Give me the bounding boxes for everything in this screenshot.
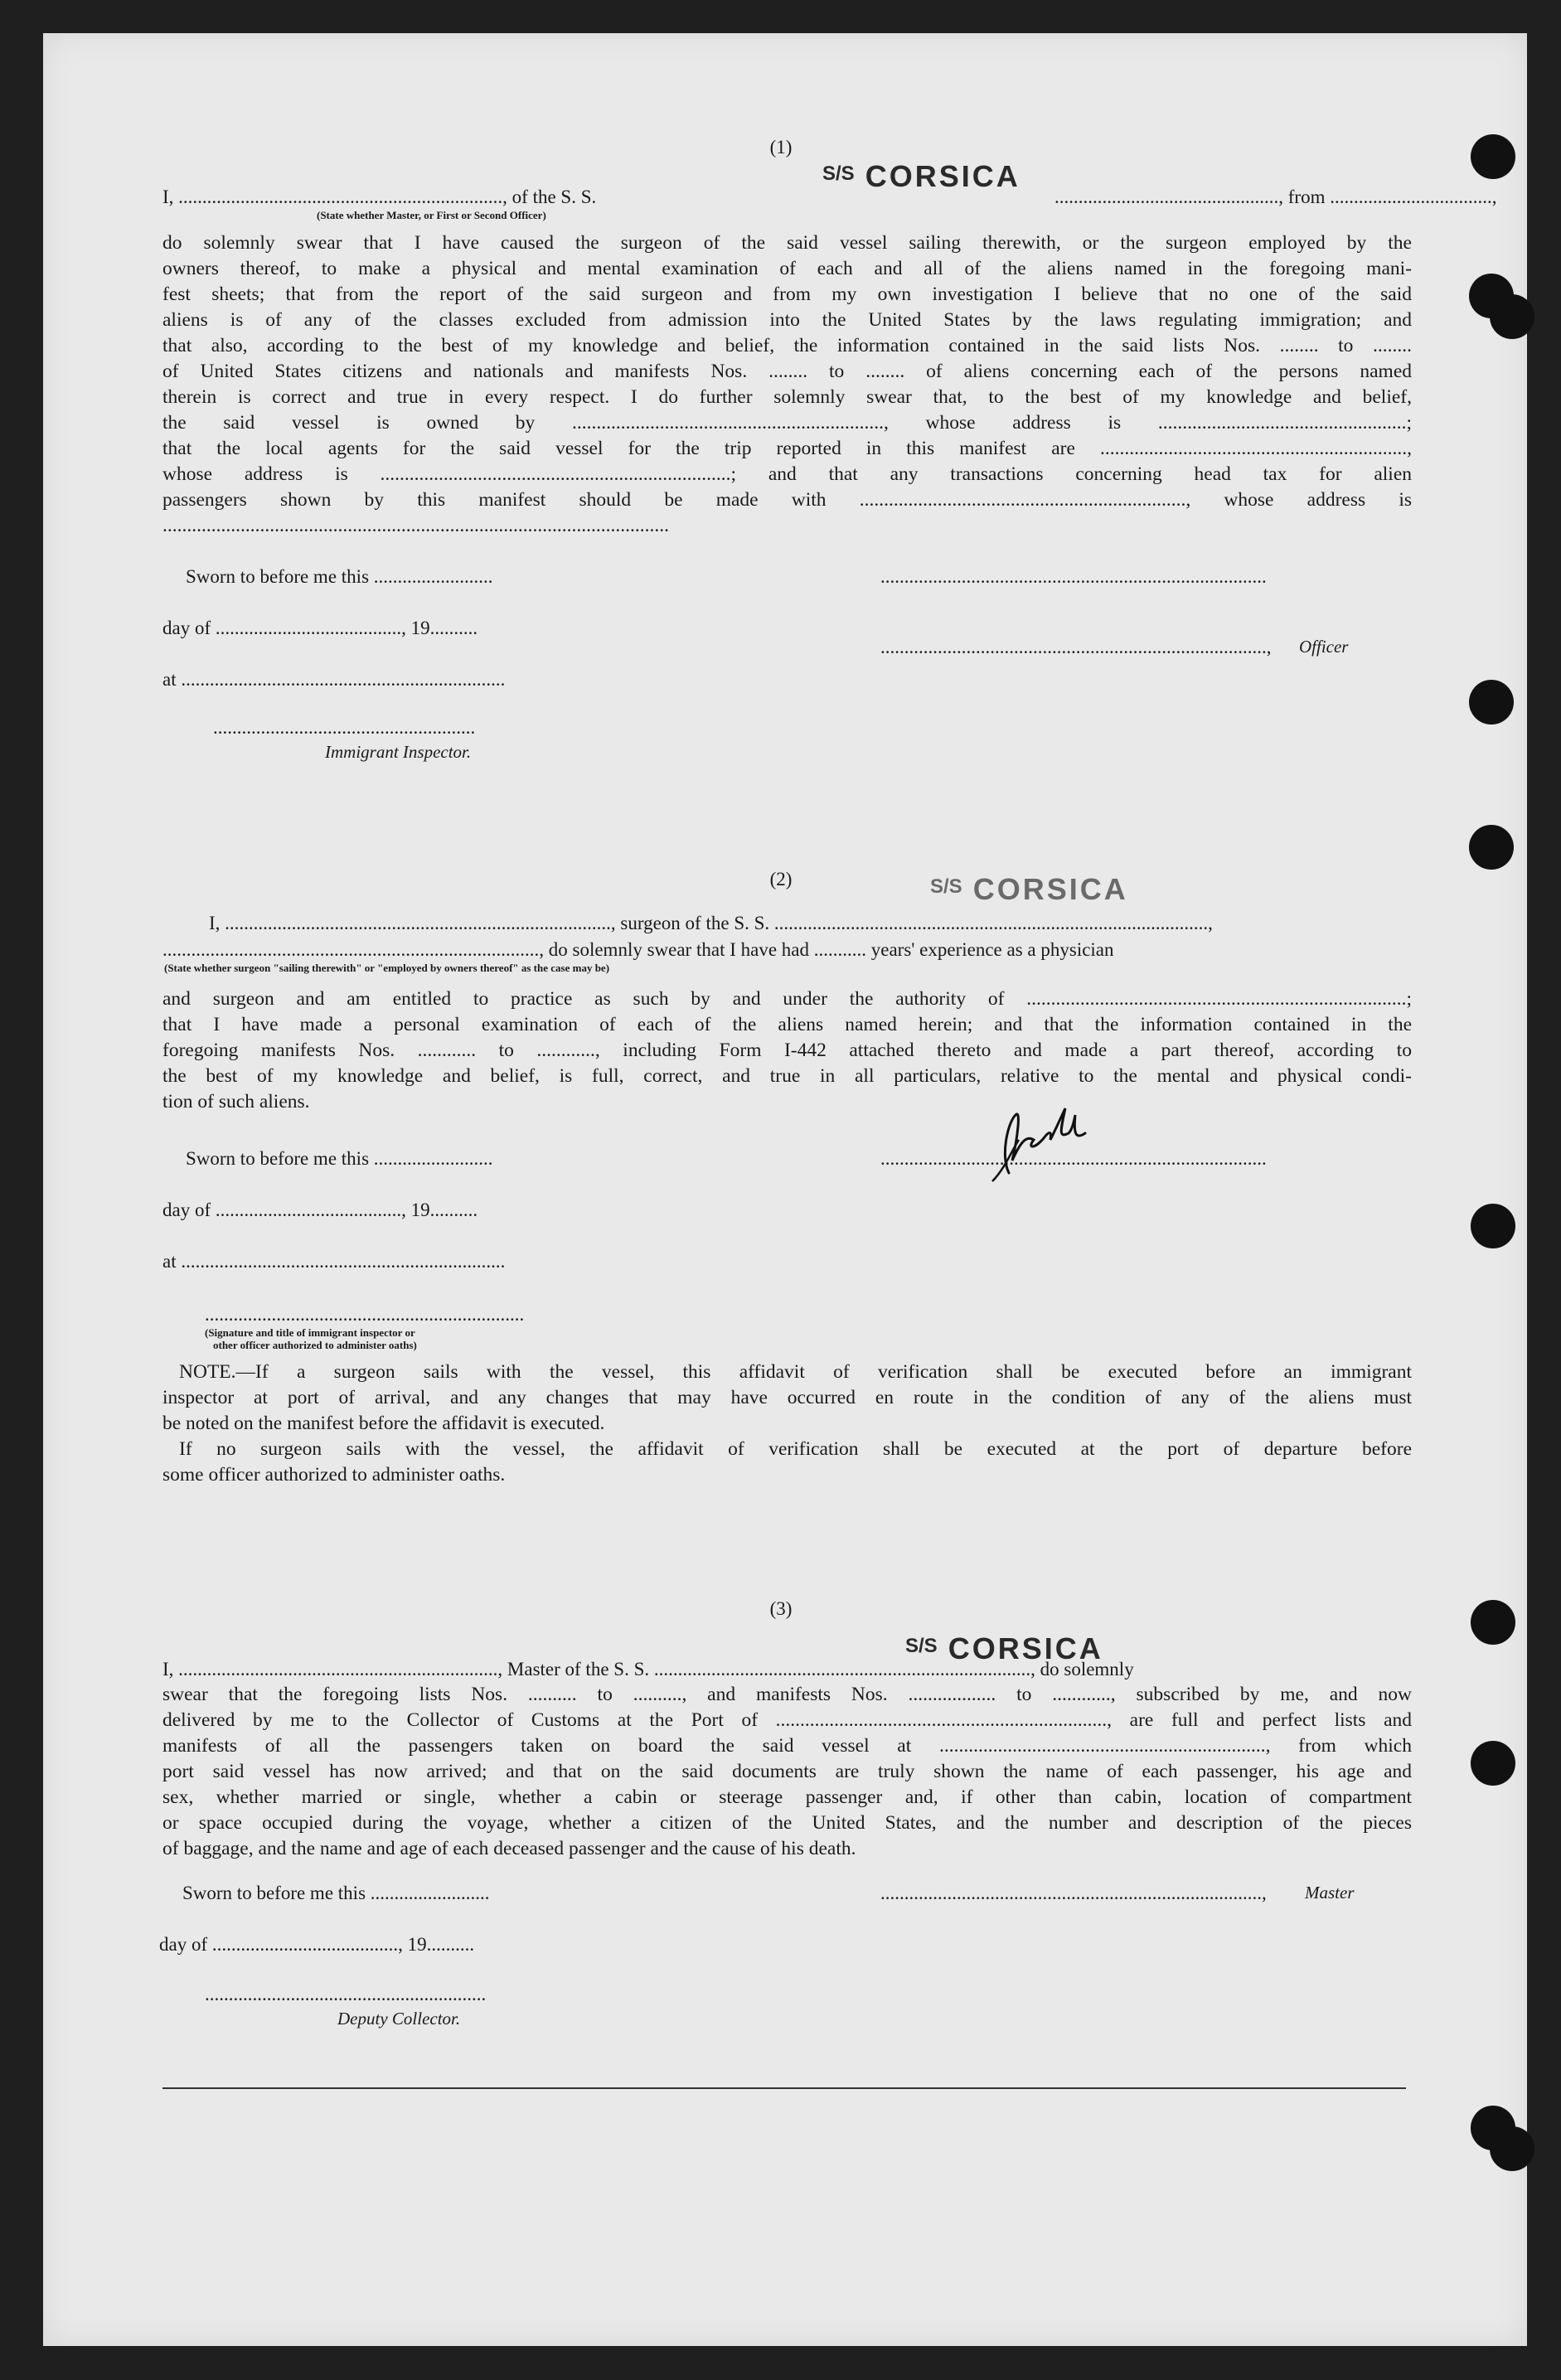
section-2-at: at .................................................................... <box>162 1251 506 1272</box>
section-1-inspector-label: Immigrant Inspector. <box>325 742 472 762</box>
section-2-sig-label-1: (Signature and title of immigrant inspector or <box>205 1326 415 1339</box>
section-1-line-i: I, ...................................................................., of the S. S. <box>162 187 597 207</box>
section-2-line-i: I, ................................................................................., surgeon of the S. S. ..........................................................................................., <box>209 913 1213 933</box>
section-2-sworn: Sworn to before me this ......................... <box>186 1148 493 1169</box>
section-1-officer-label: Officer <box>1299 637 1349 657</box>
section-1-officer-line: ................................................................................., <box>880 637 1272 657</box>
punch-hole <box>1490 2126 1534 2171</box>
section-1-sworn: Sworn to before me this ......................... <box>186 566 493 587</box>
note-paragraph: NOTE.—If a surgeon sails with the vessel, this affidavit of verification shall be executed before an immigrant inspector at port of arrival, and any changes that may have occurred en route in the condition of any of the aliens must be noted on the manifest before the affidavit is executed. If no surgeon sails with the vessel, the affidavit of verification shall be executed at the port of departure before some officer authorized to administer oaths. <box>162 1361 1412 1486</box>
section-2-sig-label-2: other officer authorized to administer oaths) <box>213 1339 417 1351</box>
section-2-sub-label: (State whether surgeon "sailing therewith" or "employed by owners thereof" as the case may be) <box>164 962 610 974</box>
section-2-officer-line: ................................................................................. <box>880 1148 1267 1169</box>
punch-hole <box>1490 294 1534 339</box>
section-1-sub-label: (State whether Master, or First or Second Officer) <box>317 209 546 221</box>
section-3-signature-line: ........................................................... <box>205 1984 487 2004</box>
punch-hole <box>1469 825 1514 870</box>
vessel-stamp-3: $^{S/S}$ CORSICA <box>905 1631 1103 1665</box>
punch-hole <box>1471 1600 1515 1645</box>
section-2-number: (2) <box>769 869 793 889</box>
section-3-master-label: Master <box>1305 1883 1355 1903</box>
punch-hole <box>1471 1204 1515 1248</box>
section-3-paragraph: swear that the foregoing lists Nos. .......... to .........., and manifests Nos. .................. to ............, subscribed by me, and now delivered by me to the Collector of Customs at the Port of ...................................................................., are full and perfect lists and manifests of all the passengers taken on board the said vessel at ..................................................................., from which port said vessel has now arrived; and that on the said documents are truly shown the name of each passenger, his age and sex, whether married or single, whether a cabin or steerage passenger and, if other than cabin, location of compartment or space occupied during the voyage, whether a citizen of the United States, and the number and description of the pieces of baggage, and the name and age of each deceased passenger and the cause of his death. <box>162 1684 1412 1859</box>
section-1-day: day of ......................................., 19.......... <box>162 618 478 638</box>
section-1-at: at .................................................................... <box>162 669 506 690</box>
document-page <box>43 33 1527 2346</box>
section-2-line-2: ..............................................................................., do solemnly swear that I have had ........... years' experience as a physician <box>162 939 1114 960</box>
punch-hole <box>1469 680 1514 725</box>
section-3-sworn: Sworn to before me this ......................... <box>182 1883 490 1903</box>
section-2-day: day of ......................................., 19.......... <box>162 1200 478 1220</box>
section-3-master-line: ................................................................................, <box>880 1883 1267 1903</box>
section-2-paragraph: and surgeon and am entitled to practice as such by and under the authority of ..............................................................................; that I have made a personal examination of each of the aliens named herein; and that the information contained in the foregoing manifests Nos. ............ to ............, including Form I-442 attached thereto and made a part thereof, according to the best of my knowledge and belief, is full, correct, and true in all particulars, relative to the mental and physical condi- tion of such aliens. <box>162 988 1412 1112</box>
section-3-line-i: I, ..................................................................., Master of the S. S. ..............................................................................., do solemnly <box>162 1659 1134 1680</box>
vessel-stamp-2: $^{S/S}$ CORSICA <box>930 872 1128 906</box>
section-1-paragraph: do solemnly swear that I have caused the surgeon of the said vessel sailing therewith, or the surgeon employed by the owners thereof, to make a physical and mental examination of each and all of the aliens named in the foregoing mani- fest sheets; that from the report of the said surgeon and from my own investigation I believe that no one of the said aliens is of any of the classes excluded from admission into the United States by the laws regulating immigration; and that also, according to the best of my knowledge and belief, the information contained in the said lists Nos. ........ to ........ of United States citizens and nationals and manifests Nos. ........ to ........ of aliens concerning each of the persons named therein is correct and true in every respect. I do further solemnly swear that, to the best of my knowledge and belief, the said vessel is owned by ................................................................, whose address is ...................................................; that the local agents for the said vessel for the trip reported in this manifest are ..............................................................., whose address is ........................................................................; and that any transactions concerning head tax for alien passengers shown by this manifest should be made with ..................................................................., whose address is ........................................................................................................ <box>162 232 1412 536</box>
section-1-line-from: ..............................................., from .................................., <box>1054 187 1497 207</box>
section-3-day: day of ......................................., 19.......... <box>159 1934 475 1955</box>
punch-hole <box>1471 1741 1515 1786</box>
punch-hole <box>1471 134 1515 179</box>
section-1-number: (1) <box>769 137 793 158</box>
bottom-rule <box>162 2087 1406 2089</box>
section-1-officer-sig-line: ................................................................................. <box>880 566 1267 587</box>
section-2-signature-line: ................................................................... <box>205 1304 525 1325</box>
section-3-collector-label: Deputy Collector. <box>337 2009 461 2029</box>
vessel-stamp-1: $^{S/S}$ CORSICA <box>822 159 1020 193</box>
handwritten-signature <box>976 1090 1117 1190</box>
section-1-signature-line: ....................................................... <box>213 717 476 738</box>
section-3-number: (3) <box>769 1598 793 1619</box>
